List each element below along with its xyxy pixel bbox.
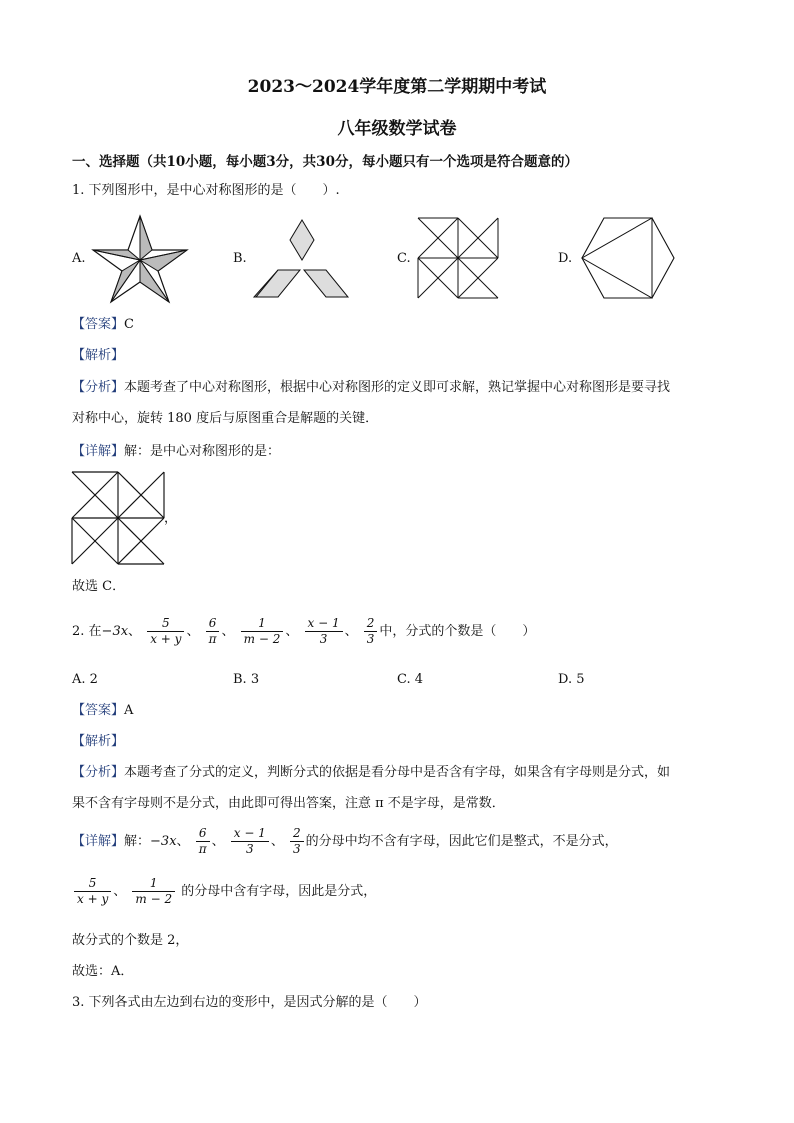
three-rhombus-figure — [254, 218, 350, 300]
q1-fenxi-line1: 【分析】本题考查了中心对称图形，根据中心对称图形的定义即可求解，熟记掌握中心对称图形是要寻找 — [72, 380, 671, 395]
q2-option-c: C. 4 — [397, 672, 424, 687]
q2-detail-line1: 【详解】解：−3x、 $\frac{6}{\pi}$ 、 $\frac{x - 1}{3}$ 、 $\frac{2}{3}$ 的分母中均不含有字母，因此它们是整式，不是分式， — [72, 826, 618, 856]
hexagon-triangle-figure — [580, 216, 676, 300]
page-title: 2023～2024学年度第二学期期中考试 — [247, 77, 547, 97]
option-d-label: D. — [558, 251, 573, 266]
option-c-label: C. — [397, 251, 411, 266]
q1-analysis-label: 【解析】 — [72, 348, 125, 363]
option-a-label: A. — [72, 251, 86, 266]
option-b-label: B. — [233, 251, 247, 266]
fraction-x-minus-1-over-3: $\frac{x - 1}{3}$ — [305, 616, 343, 647]
pinwheel-figure — [418, 218, 498, 298]
question-2-stem: 2. 在−3x、 $\frac{5}{x + y}$ 、 $\frac{6}{\pi}$ 、 $\frac{1}{m - 2}$ 、 $\frac{x - 1}{3}$ 、 $\frac{2}{3}$ 中，分式的个数是（ ） — [72, 616, 536, 646]
star-figure — [90, 214, 190, 304]
fraction-6-over-pi: $\frac{6}{\pi}$ — [206, 616, 220, 647]
q2-fenxi-line1: 【分析】本题考查了分式的定义，判断分式的依据是看分母中是否含有字母，如果含有字母则是分式，如 — [72, 765, 671, 780]
q2-option-b: B. 3 — [233, 672, 260, 687]
question-3-stem: 3. 下列各式由左边到右边的变形中，是因式分解的是（ ） — [72, 995, 427, 1010]
q1-fenxi-line2: 对称中心，旋转 180 度后与原图重合是解题的关键． — [72, 411, 379, 426]
q2-analysis-label: 【解析】 — [72, 734, 125, 749]
fraction-1-over-m-minus-2: $\frac{1}{m - 2}$ — [241, 616, 284, 647]
page-subtitle: 八年级数学试卷 — [337, 119, 457, 139]
fraction-2-over-3: $\frac{2}{3}$ — [364, 616, 378, 647]
q2-answer: 【答案】A — [72, 703, 134, 718]
question-1-stem: 1. 下列图形中，是中心对称图形的是（ ）. — [72, 183, 340, 198]
q2-option-a: A. 2 — [72, 672, 98, 687]
fraction-x-minus-1-over-3-detail: $\frac{x - 1}{3}$ — [231, 826, 269, 857]
fraction-5-over-x-plus-y: $\frac{5}{x + y}$ — [147, 616, 184, 647]
q1-conclusion: 故选 C． — [72, 579, 126, 594]
q1-answer: 【答案】C — [72, 317, 134, 332]
q2-fenxi-line2: 果不含有字母则不是分式，由此即可得出答案，注意 π 不是字母，是常数． — [72, 796, 505, 811]
fraction-2-over-3-detail: $\frac{2}{3}$ — [290, 826, 304, 857]
q2-count-line: 故分式的个数是 2， — [72, 933, 189, 948]
pinwheel-solution-figure — [72, 472, 164, 564]
q2-option-d: D. 5 — [558, 672, 585, 687]
q1-comma: ， — [164, 511, 178, 526]
q1-detail: 【详解】解：是中心对称图形的是： — [72, 444, 281, 459]
fraction-5-over-x-plus-y-detail: $\frac{5}{x + y}$ — [74, 876, 111, 907]
q2-conclusion: 故选：A． — [72, 964, 134, 979]
section-heading: 一、选择题（共10小题，每小题3分，共30分，每小题只有一个选项是符合题意的） — [72, 154, 578, 170]
fraction-1-over-m-minus-2-detail: $\frac{1}{m - 2}$ — [132, 876, 175, 907]
q2-detail-line2: $\frac{5}{x + y}$ 、 $\frac{1}{m - 2}$ 的分母中含有字母，因此是分式， — [72, 872, 376, 912]
fraction-6-over-pi-detail: $\frac{6}{\pi}$ — [196, 826, 210, 857]
